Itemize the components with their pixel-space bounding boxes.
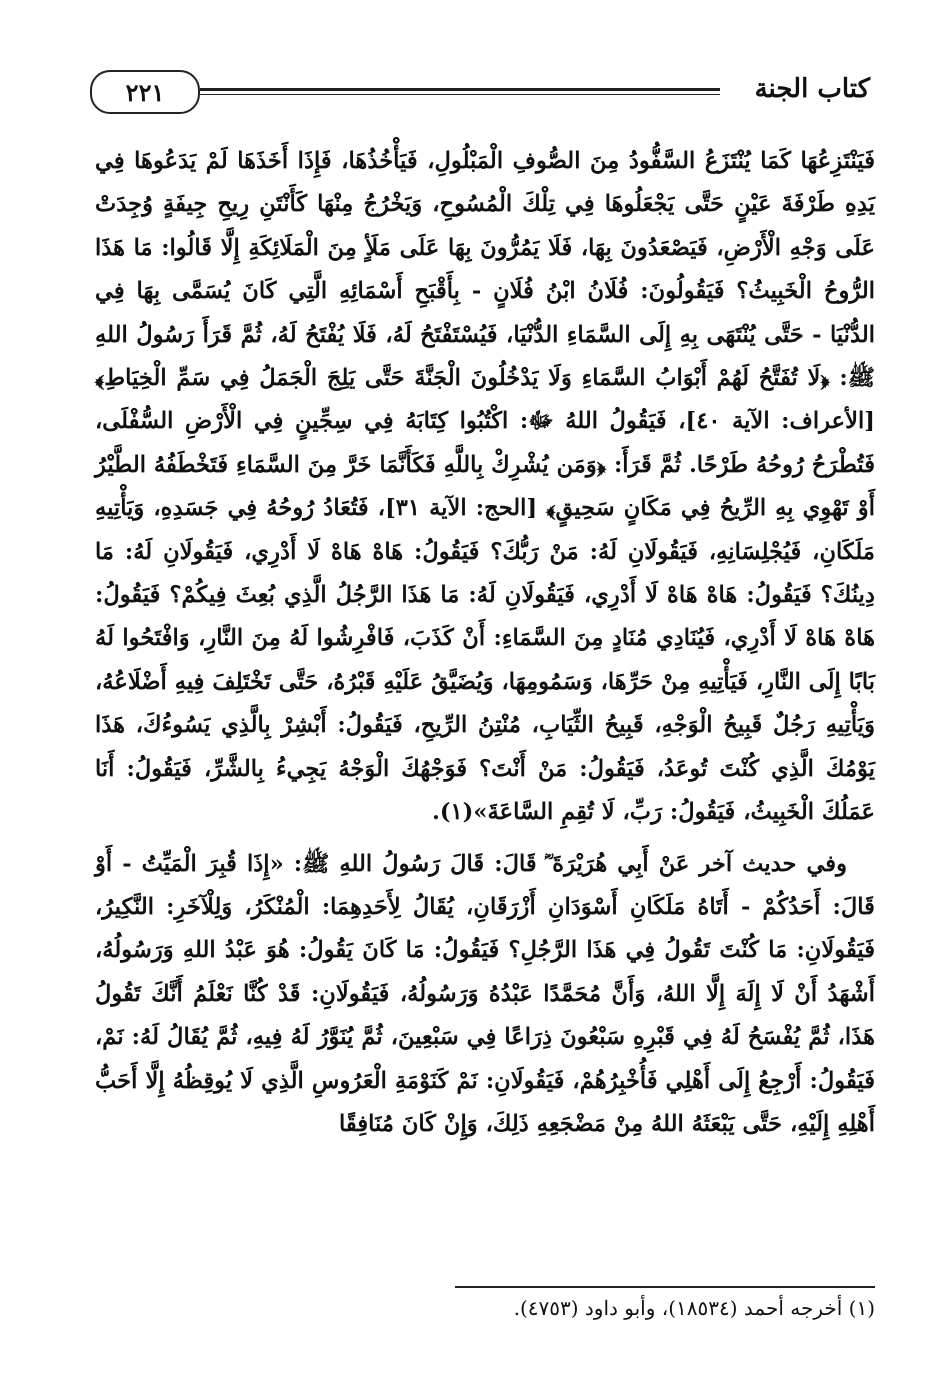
page-header <box>90 62 870 122</box>
paragraph-2: وفي حديث آخر عَنْ أَبِي هُرَيْرَةَ ؓ قَالَ: قَالَ رَسُولُ اللهِ ﷺ: «إِذَا قُبِرَ الْمَيِّتُ - أَوْ قَالَ: أَحَدُكُمْ - أَتَاهُ مَلَكَانِ أَسْوَدَانِ أَزْرَقَانِ، يُقَالُ لِأَحَدِهِمَا: الْمُنْكَرُ، وَلِلْآخَرِ: النَّكِيرُ، فَيَقُولَانِ: مَا كُنْتَ تَقُولُ فِي هَذَا الرَّجُلِ؟ فَيَقُولُ: مَا كَانَ يَقُولُ: هُوَ عَبْدُ اللهِ وَرَسُولُهُ، أَشْهَدُ أَنْ لَا إِلَهَ إِلَّا اللهُ، وَأَنَّ مُحَمَّدًا عَبْدُهُ وَرَسُولُهُ، فَيَقُولَانِ: قَدْ كُنَّا نَعْلَمُ أَنَّكَ تَقُولُ هَذَا، ثُمَّ يُفْسَحُ لَهُ فِي قَبْرِهِ سَبْعُونَ ذِرَاعًا فِي سَبْعِينَ، ثُمَّ يُنَوَّرُ لَهُ فِيهِ، ثُمَّ يُقَالُ لَهُ: نَمْ، فَيَقُولُ: أَرْجِعُ إِلَى أَهْلِي فَأُخْبِرُهُمْ، فَيَقُولَانِ: نَمْ كَنَوْمَةِ الْعَرُوسِ الَّذِي لَا يُوقِظُهُ إِلَّا أَحَبُّ أَهْلِهِ إِلَيْهِ، حَتَّى يَبْعَثَهُ اللهُ مِنْ مَضْجَعِهِ ذَلِكَ، وَإِنْ كَانَ مُنَافِقًا <box>95 850 875 1137</box>
header-rule <box>200 88 720 91</box>
header-rule-thin <box>200 94 720 95</box>
page-number: ٢٢١ <box>125 77 165 107</box>
footnote-separator <box>455 1286 875 1288</box>
footnote: (١) أخرجه أحمد (١٨٥٣٤)، وأبو داود (٤٧٥٣). <box>513 1296 875 1320</box>
page-number-badge <box>90 70 200 114</box>
book-title: كتاب الجنة <box>754 74 870 104</box>
paragraph-1: فَيَنْتَزِعُهَا كَمَا يُنْتَزَعُ السَّفُّودُ مِنَ الصُّوفِ الْمَبْلُولِ، فَيَأْخُذُهَا، فَإِذَا أَخَذَهَا لَمْ يَدَعُوهَا فِي يَدِهِ طَرْفَةَ عَيْنٍ حَتَّى يَجْعَلُوهَا فِي تِلْكَ الْمُسُوحِ، وَيَخْرُجُ مِنْهَا كَأَنْتَنِ رِيحِ جِيفَةٍ وُجِدَتْ عَلَى وَجْهِ الْأَرْضِ، فَيَصْعَدُونَ بِهَا، فَلَا يَمُرُّونَ بِهَا عَلَى مَلَأٍ مِنَ الْمَلَائِكَةِ إِلَّا قَالُوا: مَا هَذَا الرُّوحُ الْخَبِيثُ؟ فَيَقُولُونَ: فُلَانُ ابْنُ فُلَانٍ - بِأَقْبَحِ أَسْمَائِهِ الَّتِي كَانَ يُسَمَّى بِهَا فِي الدُّنْيَا - حَتَّى يُنْتَهَى بِهِ إِلَى السَّمَاءِ الدُّنْيَا، فَيُسْتَفْتَحُ لَهُ، فَلَا يُفْتَحُ لَهُ، ثُمَّ قَرَأَ رَسُولُ اللهِ ﷺ: ﴿لَا تُفَتَّحُ لَهُمْ أَبْوَابُ السَّمَاءِ وَلَا يَدْخُلُونَ الْجَنَّةَ حَتَّى يَلِجَ الْجَمَلُ فِي سَمِّ الْخِيَاطِ﴾ [الأعراف: الآية ٤٠]، فَيَقُولُ اللهُ ﷻ: اكْتُبُوا كِتَابَهُ فِي سِجِّينٍ فِي الْأَرْضِ السُّفْلَى، فَتُطْرَحُ رُوحُهُ طَرْحًا. ثُمَّ قَرَأَ: ﴿وَمَن يُشْرِكْ بِاللَّهِ فَكَأَنَّمَا خَرَّ مِنَ السَّمَاءِ فَتَخْطَفُهُ الطَّيْرُ أَوْ تَهْوِي بِهِ الرِّيحُ فِي مَكَانٍ سَحِيقٍ﴾ [الحج: الآية ٣١]، فَتُعَادُ رُوحُهُ فِي جَسَدِهِ، وَيَأْتِيهِ مَلَكَانِ، فَيُجْلِسَانِهِ، فَيَقُولَانِ لَهُ: مَنْ رَبُّكَ؟ فَيَقُولُ: هَاهْ هَاهْ لَا أَدْرِي، فَيَقُولَانِ لَهُ: مَا دِينُكَ؟ فَيَقُولُ: هَاهْ هَاهْ لَا أَدْرِي، فَيَقُولَانِ لَهُ: مَا هَذَا الرَّجُلُ الَّذِي بُعِثَ فِيكُمْ؟ فَيَقُولُ: هَاهْ هَاهْ لَا أَدْرِي، فَيُنَادِي مُنَادٍ مِنَ السَّمَاءِ: أَنْ كَذَبَ، فَافْرِشُوا لَهُ مِنَ النَّارِ، وَافْتَحُوا لَهُ بَابًا إِلَى النَّارِ، فَيَأْتِيهِ مِنْ حَرِّهَا، وَسَمُومِهَا، وَيُضَيَّقُ عَلَيْهِ قَبْرُهُ، حَتَّى تَخْتَلِفَ فِيهِ أَضْلَاعُهُ، وَيَأْتِيهِ رَجُلٌ قَبِيحُ الْوَجْهِ، قَبِيحُ الثِّيَابِ، مُنْتِنُ الرِّيحِ، فَيَقُولُ: أَبْشِرْ بِالَّذِي يَسُوءُكَ، هَذَا يَوْمُكَ الَّذِي كُنْتَ تُوعَدُ، فَيَقُولُ: مَنْ أَنْتَ؟ فَوَجْهُكَ الْوَجْهُ يَجِيءُ بِالشَّرِّ، فَيَقُولُ: أَنَا عَمَلُكَ الْخَبِيثُ، فَيَقُولُ: رَبِّ، لَا تُقِمِ السَّاعَةَ»(١). <box>95 148 875 826</box>
main-text <box>95 140 875 1146</box>
